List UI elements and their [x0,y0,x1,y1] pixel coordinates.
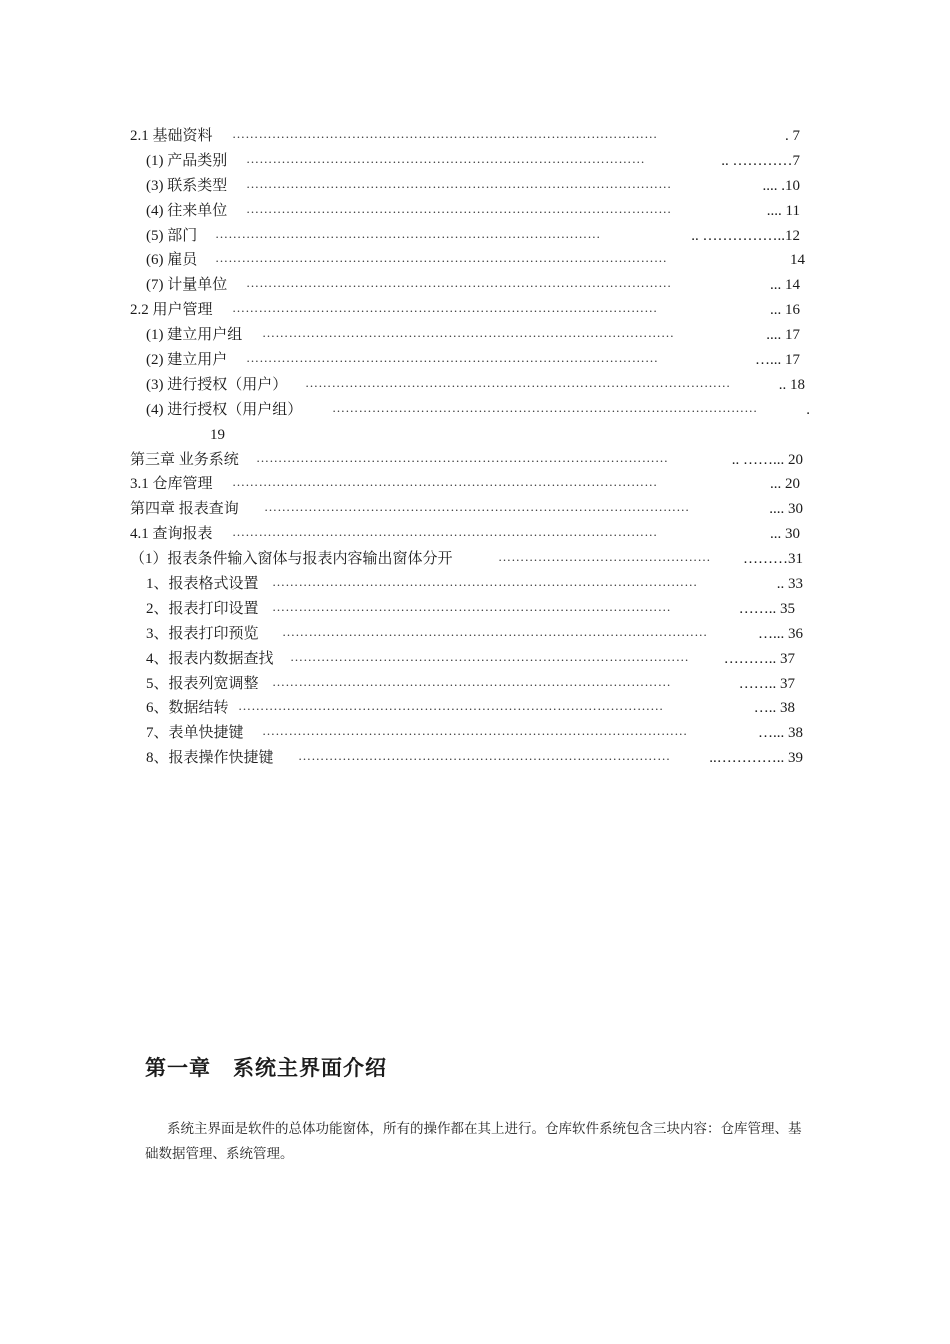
toc-entry-leader: …………………………………………………………………………………… [272,574,698,590]
chapter-heading [145,1052,409,1082]
toc-entry[interactable] [0,398,950,423]
toc-entry-leader: …………………………………………………………………………… [215,225,601,241]
toc-entry-label: 2.1 基础资料 [130,128,213,144]
chapter-title: 系统主界面介绍 [233,1056,387,1080]
toc-entry[interactable] [0,248,950,273]
toc-entry-label: (2) 建立用户 [146,352,228,369]
toc-entry[interactable] [0,522,950,547]
toc-entry-page: 14 [790,252,805,269]
toc-entry[interactable] [0,647,950,672]
toc-entry-leader: …………………………………………………………………………………… [232,126,658,141]
toc-entry-leader: …………………………………………………………………………………… [246,275,672,291]
toc-entry-page: .. 18 [778,376,805,393]
toc-entry-label: 7、表单快捷键 [146,725,244,742]
toc-entry-leader: …………………………………………………………………………………… [262,723,688,739]
toc-entry-label: (4) 进行授权（用户组） [146,401,303,418]
toc-entry[interactable] [0,696,950,721]
toc-entry-page: .... 30 [769,501,803,518]
toc-entry-label: 2、报表打印设置 [146,600,259,617]
toc-entry-leader: …………………………………………………………………………………… [232,524,658,540]
chapter-number: 第一章 [145,1056,211,1080]
toc-entry-page: …... 38 [758,725,803,742]
toc-entry-page: .... .10 [762,177,800,194]
toc-entry-page: .... 17 [766,327,800,344]
toc-entry-leader: …………………………………………………………………………………… [332,399,758,415]
toc-entry-page: ………31 [743,551,803,568]
toc-entry-leader: …………………………………………………………………………………… [246,175,672,191]
toc-entry-page: 19 [210,426,225,443]
toc-entry-page: …….. 37 [738,675,795,692]
toc-entry-label: (1) 建立用户组 [146,327,243,344]
toc-entry[interactable] [0,572,950,597]
toc-entry[interactable] [0,497,950,522]
toc-entry[interactable] [0,149,950,174]
toc-entry-label: 8、报表操作快捷键 [146,750,274,767]
toc-entry-leader: …………………………………………………………………………………… [246,200,672,216]
toc-entry-page: . [806,401,810,418]
toc-entry-label: 4、报表内数据查找 [146,650,274,667]
toc-entry-label: (4) 往来单位 [146,202,228,219]
toc-entry-label: (7) 计量单位 [146,277,228,294]
toc-entry-page: .. 33 [776,576,803,593]
toc-entry-page: ….. 38 [753,700,795,717]
toc-entry-page: ... 20 [770,476,800,493]
toc-entry[interactable] [0,472,950,497]
toc-entry[interactable] [0,124,950,149]
toc-entry-leader: …………………………………………………………………………………… [305,374,731,390]
toc-entry-label: 4.1 查询报表 [130,526,213,543]
toc-entry-page: …... 36 [758,625,803,642]
toc-entry[interactable] [0,224,950,249]
toc-entry-label: (5) 部门 [146,227,198,244]
toc-entry-label: 1、报表格式设置 [146,576,259,593]
toc-entry[interactable] [0,298,950,323]
toc-entry-label: 5、报表列宽调整 [146,675,259,692]
toc-entry-leader: …………………………………………………………………………………… [282,623,708,639]
toc-entry[interactable] [0,373,950,398]
chapter-intro-paragraph: 系统主界面是软件的总体功能窗体，所有的操作都在其上进行。仓库软件系统包含三块内容：仓库管理、基础数据管理、系统管理。 [145,1121,802,1161]
toc-entry-page: .... 11 [766,202,800,219]
toc-entry[interactable] [0,547,950,572]
toc-entry-label: 第三章 业务系统 [130,451,239,468]
toc-entry[interactable] [0,348,950,373]
toc-entry-leader: ………………………………………………………………………………… [256,449,669,465]
toc-entry-leader: …………………………………………………………………………………… [238,698,664,714]
toc-entry-page: .. ……………..12 [691,227,800,244]
toc-entry-label: (1) 产品类别 [146,152,228,169]
toc-entry-label: 6、数据结转 [146,700,229,717]
toc-entry[interactable] [0,672,950,697]
toc-entry[interactable] [0,423,950,448]
toc-entry-leader: …………………………………………………………………………………… [264,499,690,515]
table-of-contents [0,124,950,771]
toc-entry-leader: ……………………………………………………………………………… [272,673,671,689]
toc-entry-page: ... 14 [770,277,800,294]
toc-entry-leader: ……………………………………………………………………………… [272,598,671,614]
toc-entry[interactable] [0,622,950,647]
toc-entry[interactable] [0,199,950,224]
toc-entry-leader: ……………………………………………………………………………… [246,150,645,166]
toc-entry-leader: …………………………………………………………………………………… [232,474,658,490]
toc-entry[interactable] [0,721,950,746]
toc-entry-page: .. …………7 [721,152,800,169]
toc-entry-leader: ………………………………………………………………………………………… [215,250,668,266]
toc-entry-label: 2.2 用户管理 [130,302,213,319]
toc-entry-page: .. ……... 20 [731,451,803,468]
toc-entry-leader: ………………………………………… [498,549,711,565]
toc-entry-page: …….. 35 [738,600,795,617]
toc-entry-label: (3) 联系类型 [146,177,228,194]
toc-entry-leader: ………………………………………………………………………………… [246,350,659,366]
toc-entry-page: ..………….. 39 [709,750,803,767]
toc-entry-leader: …………………………………………………………………………………… [232,300,658,316]
toc-entry-leader: ………………………………………………………………………………… [262,325,675,341]
toc-entry-label: (6) 雇员 [146,252,198,269]
toc-entry-page: ... 16 [770,302,800,319]
toc-entry[interactable] [0,597,950,622]
toc-entry[interactable] [0,273,950,298]
toc-entry[interactable] [0,448,950,473]
toc-entry-label: 3.1 仓库管理 [130,476,213,493]
toc-entry-leader: ……………………………………………………………………………… [290,648,689,664]
toc-entry-label: (3) 进行授权（用户） [146,376,288,393]
toc-entry-page: ... 30 [770,526,800,543]
toc-entry[interactable] [0,174,950,199]
toc-entry-page: ……….. 37 [723,650,795,667]
toc-entry-label: 3、报表打印预览 [146,625,259,642]
toc-entry-label: 第四章 报表查询 [130,501,239,518]
toc-entry-page: . 7 [785,128,800,144]
toc-entry-page: …... 17 [755,352,800,369]
toc-entry[interactable] [0,323,950,348]
toc-entry[interactable] [0,746,950,771]
toc-entry-leader: ………………………………………………………………………… [298,748,671,764]
toc-entry-label: （1）报表条件输入窗体与报表内容输出窗体分开 [130,551,453,568]
